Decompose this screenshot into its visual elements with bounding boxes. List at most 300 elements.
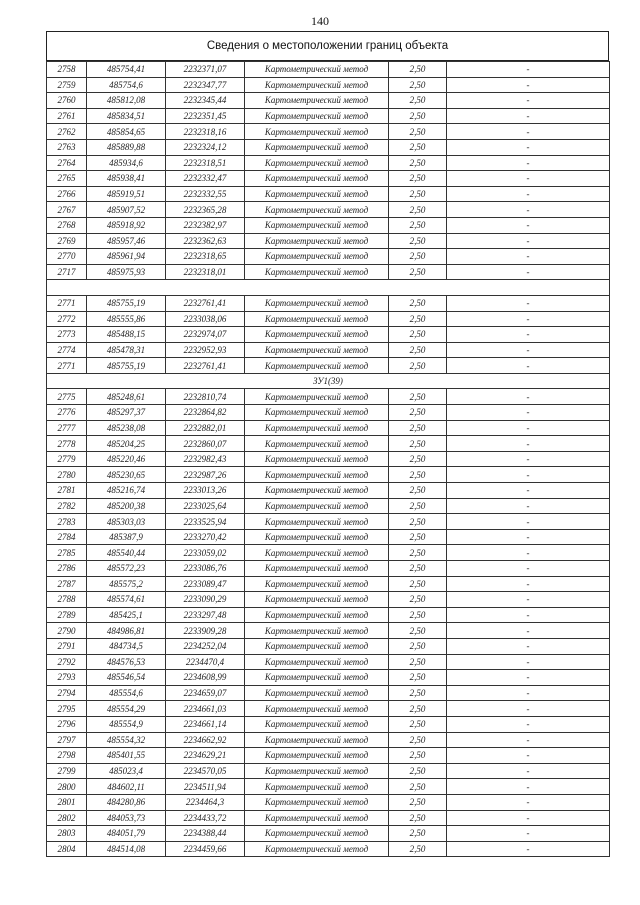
accuracy-cell: 2,50 [389,514,447,530]
section-label: ЗУ1(39) [47,373,610,389]
description-cell: - [447,592,610,608]
point-number-cell: 2781 [47,483,87,499]
method-cell: Картометрический метод [245,685,389,701]
table-row [47,233,610,249]
description-cell: - [447,670,610,686]
table-row [47,748,610,764]
table-row [47,592,610,608]
accuracy-cell: 2,50 [389,124,447,140]
description-cell: - [447,358,610,374]
description-cell: - [447,841,610,857]
method-cell: Картометрический метод [245,467,389,483]
description-cell: - [447,202,610,218]
x-coordinate-cell: 485572,23 [87,561,166,577]
description-cell: - [447,654,610,670]
description-cell: - [447,155,610,171]
y-coordinate-cell: 2233297,48 [166,607,245,623]
description-cell: - [447,342,610,358]
x-coordinate-cell: 485918,92 [87,217,166,233]
y-coordinate-cell: 2232761,41 [166,358,245,374]
y-coordinate-cell: 2234459,66 [166,841,245,857]
point-number-cell: 2778 [47,436,87,452]
table-row [47,701,610,717]
point-number-cell: 2773 [47,327,87,343]
accuracy-cell: 2,50 [389,389,447,405]
method-cell: Картометрический метод [245,249,389,265]
table-row [47,62,610,78]
y-coordinate-cell: 2234511,94 [166,779,245,795]
accuracy-cell: 2,50 [389,607,447,623]
method-cell: Картометрический метод [245,529,389,545]
x-coordinate-cell: 485889,88 [87,139,166,155]
accuracy-cell: 2,50 [389,62,447,78]
accuracy-cell: 2,50 [389,841,447,857]
y-coordinate-cell: 2232987,26 [166,467,245,483]
description-cell: - [447,249,610,265]
accuracy-cell: 2,50 [389,217,447,233]
description-cell: - [447,436,610,452]
accuracy-cell: 2,50 [389,108,447,124]
y-coordinate-cell: 2234433,72 [166,810,245,826]
table-row [47,779,610,795]
x-coordinate-cell: 485387,9 [87,529,166,545]
table-row [47,217,610,233]
point-number-cell: 2758 [47,62,87,78]
table-row [47,311,610,327]
x-coordinate-cell: 485934,6 [87,155,166,171]
y-coordinate-cell: 2232952,93 [166,342,245,358]
y-coordinate-cell: 2232351,45 [166,108,245,124]
table-row [47,685,610,701]
x-coordinate-cell: 485555,86 [87,311,166,327]
accuracy-cell: 2,50 [389,155,447,171]
description-cell: - [447,748,610,764]
table-row [47,514,610,530]
table-row [47,732,610,748]
x-coordinate-cell: 485425,1 [87,607,166,623]
x-coordinate-cell: 484602,11 [87,779,166,795]
table-row [47,545,610,561]
x-coordinate-cell: 484514,08 [87,841,166,857]
y-coordinate-cell: 2234252,04 [166,638,245,654]
table-row [47,561,610,577]
accuracy-cell: 2,50 [389,186,447,202]
page-number: 140 [311,14,329,28]
method-cell: Картометрический метод [245,155,389,171]
coordinates-table [46,61,610,857]
accuracy-cell: 2,50 [389,327,447,343]
point-number-cell: 2787 [47,576,87,592]
point-number-cell: 2784 [47,529,87,545]
y-coordinate-cell: 2232810,74 [166,389,245,405]
x-coordinate-cell: 484051,79 [87,826,166,842]
table-row [47,841,610,857]
table-row [47,139,610,155]
y-coordinate-cell: 2232382,97 [166,217,245,233]
description-cell: - [447,561,610,577]
accuracy-cell: 2,50 [389,77,447,93]
x-coordinate-cell: 485023,4 [87,763,166,779]
point-number-cell: 2769 [47,233,87,249]
table-row [47,186,610,202]
accuracy-cell: 2,50 [389,529,447,545]
method-cell: Картометрический метод [245,841,389,857]
description-cell: - [447,420,610,436]
table-row [47,342,610,358]
accuracy-cell: 2,50 [389,810,447,826]
description-cell: - [447,685,610,701]
point-number-cell: 2717 [47,264,87,280]
point-number-cell: 2776 [47,405,87,421]
point-number-cell: 2771 [47,358,87,374]
point-number-cell: 2771 [47,295,87,311]
x-coordinate-cell: 485401,55 [87,748,166,764]
x-coordinate-cell: 485961,94 [87,249,166,265]
description-cell: - [447,701,610,717]
point-number-cell: 2783 [47,514,87,530]
x-coordinate-cell: 485754,41 [87,62,166,78]
y-coordinate-cell: 2232332,55 [166,186,245,202]
point-number-cell: 2785 [47,545,87,561]
description-cell: - [447,295,610,311]
point-number-cell: 2794 [47,685,87,701]
description-cell: - [447,545,610,561]
table-row [47,498,610,514]
method-cell: Картометрический метод [245,93,389,109]
y-coordinate-cell: 2233059,02 [166,545,245,561]
description-cell: - [447,233,610,249]
accuracy-cell: 2,50 [389,716,447,732]
point-number-cell: 2774 [47,342,87,358]
y-coordinate-cell: 2232362,63 [166,233,245,249]
accuracy-cell: 2,50 [389,763,447,779]
y-coordinate-cell: 2232860,07 [166,436,245,452]
method-cell: Картометрический метод [245,561,389,577]
point-number-cell: 2764 [47,155,87,171]
method-cell: Картометрический метод [245,124,389,140]
y-coordinate-cell: 2232347,77 [166,77,245,93]
method-cell: Картометрический метод [245,171,389,187]
method-cell: Картометрический метод [245,451,389,467]
point-number-cell: 2770 [47,249,87,265]
x-coordinate-cell: 485540,44 [87,545,166,561]
table-row [47,358,610,374]
accuracy-cell: 2,50 [389,748,447,764]
point-number-cell: 2804 [47,841,87,857]
accuracy-cell: 2,50 [389,685,447,701]
method-cell: Картометрический метод [245,779,389,795]
y-coordinate-cell: 2234662,92 [166,732,245,748]
method-cell: Картометрический метод [245,498,389,514]
accuracy-cell: 2,50 [389,794,447,810]
y-coordinate-cell: 2234661,03 [166,701,245,717]
point-number-cell: 2767 [47,202,87,218]
description-cell: - [447,171,610,187]
method-cell: Картометрический метод [245,358,389,374]
method-cell: Картометрический метод [245,436,389,452]
method-cell: Картометрический метод [245,592,389,608]
table-row [47,77,610,93]
point-number-cell: 2779 [47,451,87,467]
point-number-cell: 2775 [47,389,87,405]
x-coordinate-cell: 485755,19 [87,295,166,311]
accuracy-cell: 2,50 [389,623,447,639]
method-cell: Картометрический метод [245,607,389,623]
description-cell: - [447,264,610,280]
table-row [47,467,610,483]
description-cell: - [447,327,610,343]
x-coordinate-cell: 485574,61 [87,592,166,608]
x-coordinate-cell: 484986,81 [87,623,166,639]
point-number-cell: 2763 [47,139,87,155]
table-row [47,451,610,467]
table-row [47,389,610,405]
description-cell: - [447,405,610,421]
method-cell: Картометрический метод [245,763,389,779]
description-cell: - [447,93,610,109]
description-cell: - [447,607,610,623]
x-coordinate-cell: 485230,65 [87,467,166,483]
accuracy-cell: 2,50 [389,311,447,327]
description-cell: - [447,483,610,499]
accuracy-cell: 2,50 [389,701,447,717]
accuracy-cell: 2,50 [389,498,447,514]
method-cell: Картометрический метод [245,748,389,764]
table-row [47,327,610,343]
y-coordinate-cell: 2232318,51 [166,155,245,171]
y-coordinate-cell: 2233270,42 [166,529,245,545]
x-coordinate-cell: 485554,6 [87,685,166,701]
table-row [47,483,610,499]
x-coordinate-cell: 485478,31 [87,342,166,358]
accuracy-cell: 2,50 [389,342,447,358]
method-cell: Картометрический метод [245,186,389,202]
description-cell: - [447,638,610,654]
description-cell: - [447,810,610,826]
point-number-cell: 2761 [47,108,87,124]
accuracy-cell: 2,50 [389,139,447,155]
point-number-cell: 2788 [47,592,87,608]
boundary-document [46,31,609,857]
y-coordinate-cell: 2234570,05 [166,763,245,779]
accuracy-cell: 2,50 [389,545,447,561]
point-number-cell: 2799 [47,763,87,779]
point-number-cell: 2801 [47,794,87,810]
table-row [47,420,610,436]
y-coordinate-cell: 2232318,65 [166,249,245,265]
y-coordinate-cell: 2232864,82 [166,405,245,421]
method-cell: Картометрический метод [245,77,389,93]
description-cell: - [447,498,610,514]
table-row [47,794,610,810]
y-coordinate-cell: 2232318,01 [166,264,245,280]
method-cell: Картометрический метод [245,826,389,842]
method-cell: Картометрический метод [245,342,389,358]
point-number-cell: 2798 [47,748,87,764]
description-cell: - [447,529,610,545]
x-coordinate-cell: 485938,41 [87,171,166,187]
x-coordinate-cell: 485554,9 [87,716,166,732]
table-row [47,763,610,779]
method-cell: Картометрический метод [245,139,389,155]
description-cell: - [447,389,610,405]
x-coordinate-cell: 485546,54 [87,670,166,686]
method-cell: Картометрический метод [245,217,389,233]
y-coordinate-cell: 2232324,12 [166,139,245,155]
method-cell: Картометрический метод [245,638,389,654]
y-coordinate-cell: 2233525,94 [166,514,245,530]
x-coordinate-cell: 485854,65 [87,124,166,140]
method-cell: Картометрический метод [245,420,389,436]
method-cell: Картометрический метод [245,108,389,124]
y-coordinate-cell: 2232318,16 [166,124,245,140]
table-header-title: Сведения о местоположении границ объекта [46,31,609,61]
description-cell: - [447,763,610,779]
point-number-cell: 2800 [47,779,87,795]
description-cell: - [447,139,610,155]
y-coordinate-cell: 2232974,07 [166,327,245,343]
method-cell: Картометрический метод [245,405,389,421]
table-row [47,436,610,452]
method-cell: Картометрический метод [245,264,389,280]
section-row [47,373,610,389]
x-coordinate-cell: 485238,08 [87,420,166,436]
y-coordinate-cell: 2234629,21 [166,748,245,764]
point-number-cell: 2790 [47,623,87,639]
table-row [47,607,610,623]
accuracy-cell: 2,50 [389,561,447,577]
y-coordinate-cell: 2233089,47 [166,576,245,592]
method-cell: Картометрический метод [245,794,389,810]
x-coordinate-cell: 484576,53 [87,654,166,670]
description-cell: - [447,124,610,140]
x-coordinate-cell: 485755,19 [87,358,166,374]
point-number-cell: 2795 [47,701,87,717]
table-row [47,295,610,311]
y-coordinate-cell: 2232332,47 [166,171,245,187]
point-number-cell: 2765 [47,171,87,187]
y-coordinate-cell: 2233090,29 [166,592,245,608]
x-coordinate-cell: 485957,46 [87,233,166,249]
x-coordinate-cell: 484280,86 [87,794,166,810]
accuracy-cell: 2,50 [389,436,447,452]
point-number-cell: 2797 [47,732,87,748]
method-cell: Картометрический метод [245,623,389,639]
method-cell: Картометрический метод [245,670,389,686]
accuracy-cell: 2,50 [389,405,447,421]
x-coordinate-cell: 485554,29 [87,701,166,717]
table-row [47,124,610,140]
description-cell: - [447,108,610,124]
x-coordinate-cell: 485919,51 [87,186,166,202]
description-cell: - [447,794,610,810]
method-cell: Картометрический метод [245,389,389,405]
point-number-cell: 2792 [47,654,87,670]
point-number-cell: 2803 [47,826,87,842]
table-row [47,654,610,670]
method-cell: Картометрический метод [245,545,389,561]
y-coordinate-cell: 2234608,99 [166,670,245,686]
table-row [47,93,610,109]
description-cell: - [447,716,610,732]
accuracy-cell: 2,50 [389,732,447,748]
table-row [47,826,610,842]
method-cell: Картометрический метод [245,716,389,732]
accuracy-cell: 2,50 [389,358,447,374]
accuracy-cell: 2,50 [389,483,447,499]
method-cell: Картометрический метод [245,295,389,311]
accuracy-cell: 2,50 [389,779,447,795]
x-coordinate-cell: 485975,93 [87,264,166,280]
table-row [47,670,610,686]
point-number-cell: 2780 [47,467,87,483]
point-number-cell: 2791 [47,638,87,654]
point-number-cell: 2760 [47,93,87,109]
method-cell: Картометрический метод [245,732,389,748]
description-cell: - [447,217,610,233]
table-row [47,202,610,218]
method-cell: Картометрический метод [245,654,389,670]
method-cell: Картометрический метод [245,483,389,499]
description-cell: - [447,311,610,327]
coordinates-table-body [47,62,610,857]
description-cell: - [447,451,610,467]
point-number-cell: 2802 [47,810,87,826]
point-number-cell: 2786 [47,561,87,577]
empty-row [47,280,610,296]
description-cell: - [447,77,610,93]
table-row [47,529,610,545]
accuracy-cell: 2,50 [389,420,447,436]
y-coordinate-cell: 2232365,28 [166,202,245,218]
accuracy-cell: 2,50 [389,826,447,842]
accuracy-cell: 2,50 [389,249,447,265]
y-coordinate-cell: 2234470,4 [166,654,245,670]
table-row [47,171,610,187]
method-cell: Картометрический метод [245,810,389,826]
x-coordinate-cell: 485216,74 [87,483,166,499]
y-coordinate-cell: 2232371,07 [166,62,245,78]
accuracy-cell: 2,50 [389,638,447,654]
x-coordinate-cell: 485200,38 [87,498,166,514]
y-coordinate-cell: 2232345,44 [166,93,245,109]
method-cell: Картометрический метод [245,202,389,218]
point-number-cell: 2766 [47,186,87,202]
method-cell: Картометрический метод [245,576,389,592]
point-number-cell: 2762 [47,124,87,140]
x-coordinate-cell: 485297,37 [87,405,166,421]
x-coordinate-cell: 485554,32 [87,732,166,748]
point-number-cell: 2789 [47,607,87,623]
table-row [47,716,610,732]
x-coordinate-cell: 485754,6 [87,77,166,93]
method-cell: Картометрический метод [245,514,389,530]
accuracy-cell: 2,50 [389,233,447,249]
y-coordinate-cell: 2233013,26 [166,483,245,499]
x-coordinate-cell: 485488,15 [87,327,166,343]
y-coordinate-cell: 2234388,44 [166,826,245,842]
x-coordinate-cell: 485834,51 [87,108,166,124]
point-number-cell: 2772 [47,311,87,327]
x-coordinate-cell: 484734,5 [87,638,166,654]
accuracy-cell: 2,50 [389,93,447,109]
description-cell: - [447,62,610,78]
table-row [47,155,610,171]
x-coordinate-cell: 485812,08 [87,93,166,109]
table-row [47,249,610,265]
x-coordinate-cell: 484053,73 [87,810,166,826]
method-cell: Картометрический метод [245,327,389,343]
